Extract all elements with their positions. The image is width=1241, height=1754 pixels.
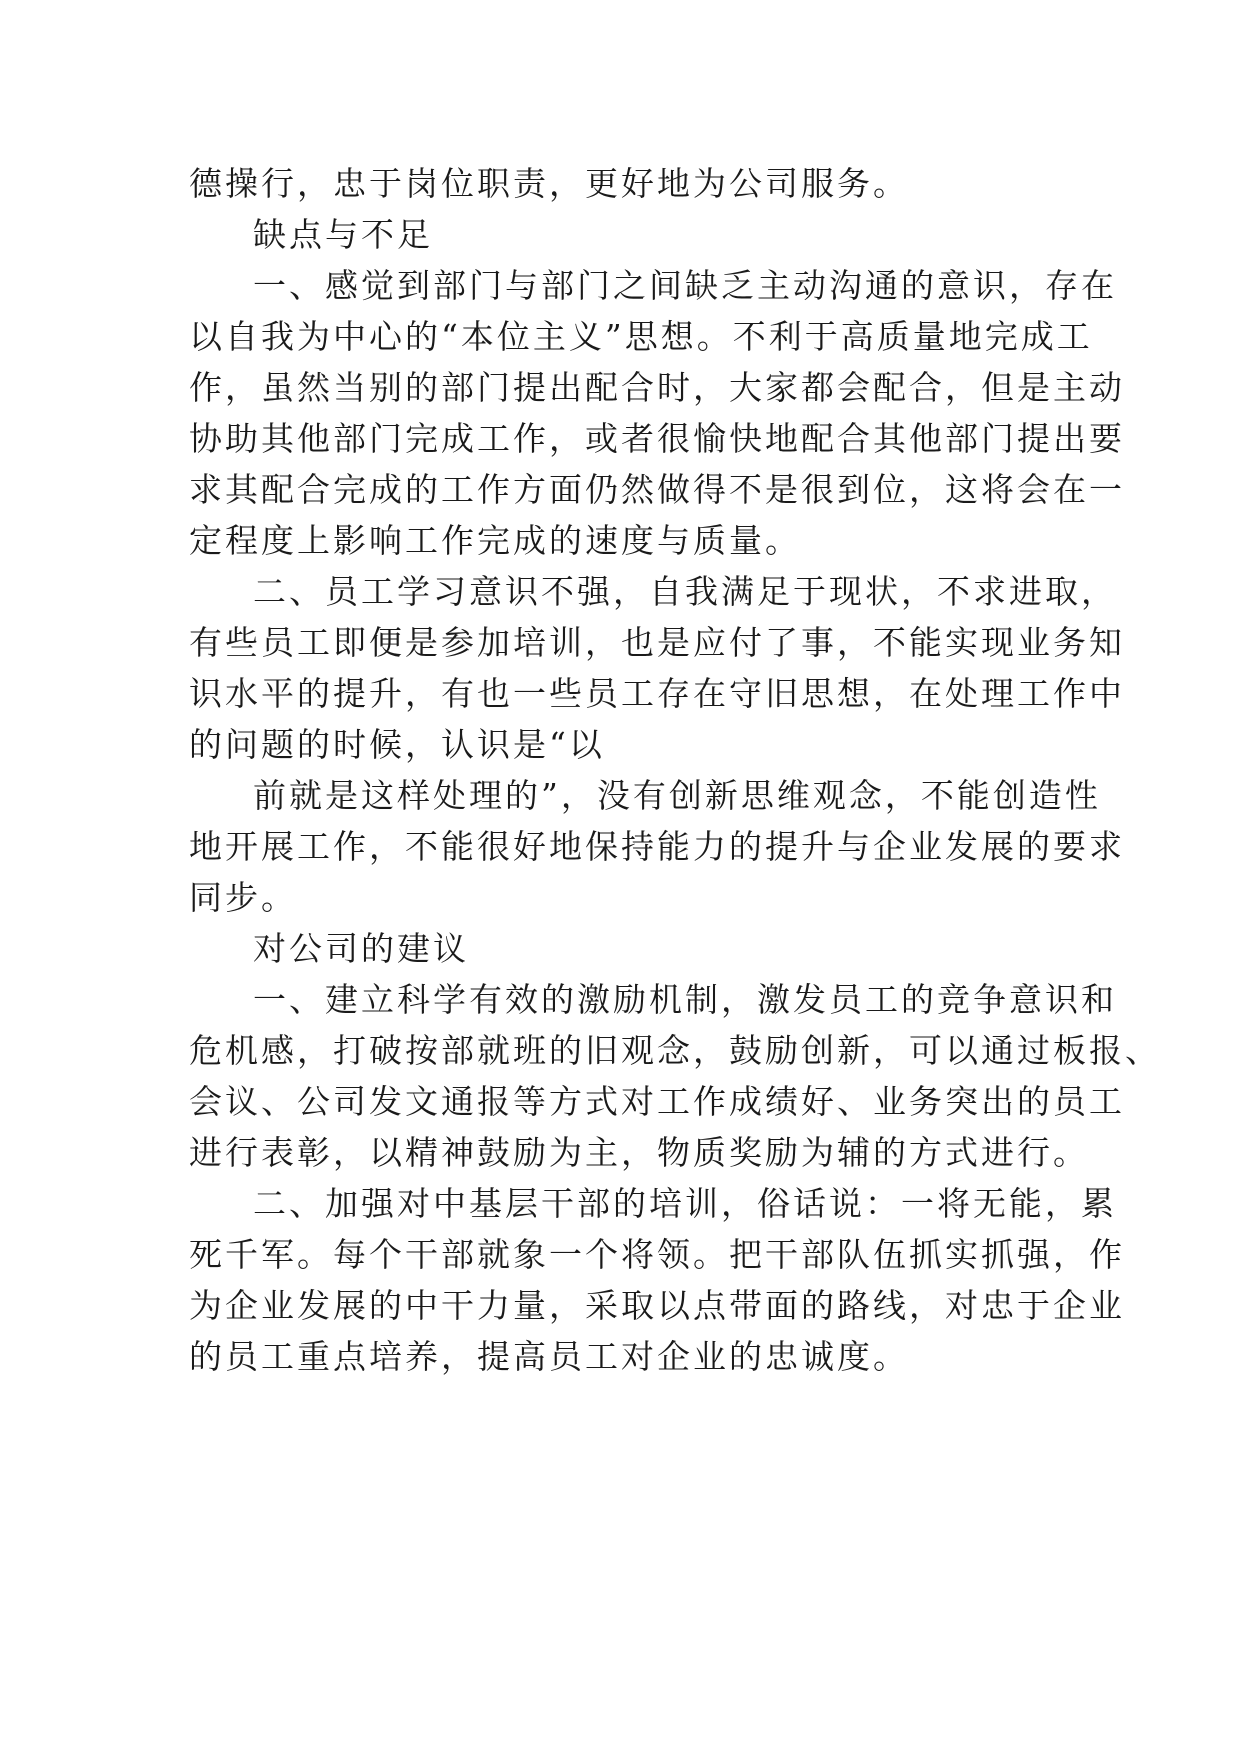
text-line: 对公司的建议 (253, 929, 469, 968)
text-line: 二 、 加 强 对 中 基 层 干 部 的 培 训 ， 俗 话 说 ： 一 将 无 能 ， 累 (253, 1184, 1117, 1223)
document-body (189, 158, 1161, 1382)
text-line: 地 开 展 工 作 ， 不 能 很 好 地 保 持 能 力 的 提 升 与 企 业 发 展 的 要 求 (189, 827, 1125, 866)
text-line: 危 机 感 ， 打 破 按 部 就 班 的 旧 观 念 ， 鼓 励 创 新 ， 可 以 通 过 板 报 、 (189, 1031, 1161, 1070)
text-line: 死 千 军 。 每 个 干 部 就 象 一 个 将 领 。 把 干 部 队 伍 抓 实 抓 强 ， 作 (189, 1235, 1125, 1274)
text-line: 一 、 建 立 科 学 有 效 的 激 励 机 制 ， 激 发 员 工 的 竞 争 意 识 和 (253, 980, 1117, 1019)
text-line: 为 企 业 发 展 的 中 干 力 量 ， 采 取 以 点 带 面 的 路 线 ， 对 忠 于 企 业 (189, 1286, 1125, 1325)
text-line: 作 ， 虽 然 当 别 的 部 门 提 出 配 合 时 ， 大 家 都 会 配 合 ， 但 是 主 动 (189, 368, 1125, 407)
text-line: 的问题的时候，认识是“以 (189, 725, 605, 764)
text-line: 缺点与不足 (253, 215, 433, 254)
text-line: 求 其 配 合 完 成 的 工 作 方 面 仍 然 做 得 不 是 很 到 位 ， 这 将 会 在 一 (189, 470, 1125, 509)
text-line: 会 议 、 公 司 发 文 通 报 等 方 式 对 工 作 成 绩 好 、 业 务 突 出 的 员 工 (189, 1082, 1125, 1121)
text-line: 前 就 是 这 样 处 理 的 ” ， 没 有 创 新 思 维 观 念 ， 不 能 创 造 性 (253, 776, 1101, 815)
text-line: 进行表彰，以精神鼓励为主，物质奖励为辅的方式进行。 (189, 1133, 1089, 1172)
text-line: 以 自 我 为 中 心 的 “ 本 位 主 义 ” 思 想 。 不 利 于 高 质 量 地 完 成 工 (189, 317, 1093, 356)
text-line: 二 、 员 工 学 习 意 识 不 强 ， 自 我 满 足 于 现 状 ， 不 求 进 取 ， (253, 572, 1117, 611)
text-line: 有 些 员 工 即 便 是 参 加 培 训 ， 也 是 应 付 了 事 ， 不 能 实 现 业 务 知 (189, 623, 1125, 662)
text-line: 的员工重点培养，提高员工对企业的忠诚度。 (189, 1337, 909, 1376)
text-line: 德操行，忠于岗位职责，更好地为公司服务。 (189, 164, 909, 203)
text-line: 同步。 (189, 878, 297, 917)
text-line: 识 水 平 的 提 升 ， 有 也 一 些 员 工 存 在 守 旧 思 想 ， 在 处 理 工 作 中 (189, 674, 1125, 713)
text-line: 定程度上影响工作完成的速度与质量。 (189, 521, 801, 560)
text-line: 协 助 其 他 部 门 完 成 工 作 ， 或 者 很 愉 快 地 配 合 其 他 部 门 提 出 要 (189, 419, 1125, 458)
text-line: 一 、 感 觉 到 部 门 与 部 门 之 间 缺 乏 主 动 沟 通 的 意 识 ， 存 在 (253, 266, 1117, 305)
